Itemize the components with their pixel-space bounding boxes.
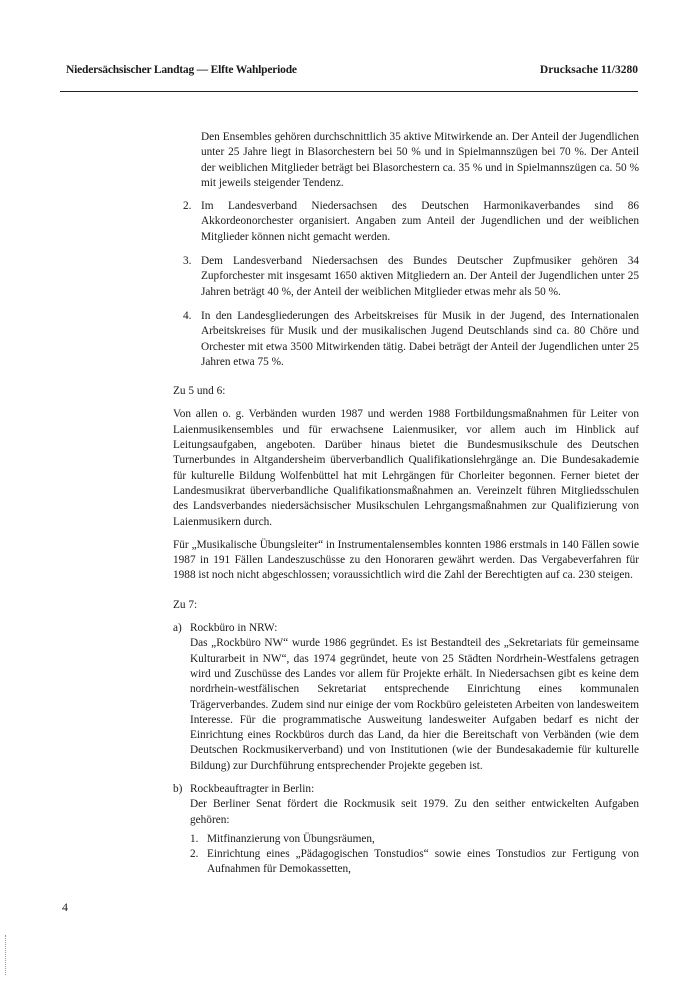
numbered-list xyxy=(173,199,639,370)
subsection-title: Rockbeauftragter in Berlin: xyxy=(190,782,315,795)
paragraph: Für „Musikalische Übungsleiter“ in Instrumentalensembles konnten 1986 erstmals in 140 Fällen sowie 1987 in 191 Fällen Landeszuschüsse zu den Honoraren gewährt werden. Das Vergabeverfahren für 1988 ist noch nicht abgeschlossen; voraussichtlich wird die Zahl der Berechtigten auf ca. 230 steigen. xyxy=(173,538,639,582)
page-number: 4 xyxy=(62,900,68,914)
header-title: Niedersächsischer Landtag — Elfte Wahlperiode xyxy=(66,64,297,76)
list-item xyxy=(190,832,639,847)
header-rule xyxy=(60,91,638,92)
page-header xyxy=(66,62,638,82)
list-item xyxy=(173,254,639,300)
list-item-text: Dem Landesverband Niedersachsen des Bundes Deutscher Zupfmusiker gehören 34 Zupforchester mit insgesamt 1650 aktiven Mitgliedern an. Der Anteil der Jugendlichen unter 25 Jahren beträgt 40 %, der Anteil der weiblichen Mitglieder etwas mehr als 50 %. xyxy=(201,255,639,298)
list-item-number: 1. xyxy=(190,832,199,845)
list-item xyxy=(173,309,639,370)
subsection-text: Das „Rockbüro NW“ wurde 1986 gegründet. Es ist Bestandteil des „Sekretariats für gemeinsame Kulturarbeit in NW“, das 1974 gegründet, heute von 25 Städten Nordrhein-Westfalens getragen wird und Zuschüsse des Landes vor allem für Projekte erhält. In Niedersachsen gibt es keine dem nordrhein-westfälischen Sekretariat entsprechende Einrichtung eines kommunalen Trägerverbandes. Zudem sind nur einige der vom Rockbüro geleisteten Arbeiten von landesweitem Interesse. Für die programmatische Ausweitung landesweiter Aufgaben bedarf es nicht der Einrichtung eines Rockbüros durch das Land, da hier die Bereitschaft von Verbänden (wie dem Deutschen Rockmusikerverband) und von Institutionen (wie der Bundesakademie für kulturelle Bildung) zur Durchführung entsprechender Projekte gegeben ist. xyxy=(190,637,639,772)
subsection-a xyxy=(173,621,639,774)
list-item-number: 3. xyxy=(183,255,192,268)
subsection-label: a) xyxy=(173,622,182,635)
intro-paragraph: Den Ensembles gehören durchschnittlich 35 aktive Mitwirkende an. Der Anteil der Jugendlichen unter 25 Jahre liegt in Blasorchestern bei 50 % und in Spielmannszügen bei 70 %. Der Anteil der weiblichen Mitglieder beträgt bei Blasorchestern ca. 35 % und in Spielmannszügen ca. 50 % mit jeweils steigender Tendenz. xyxy=(201,131,639,189)
document-body xyxy=(173,130,639,886)
subsection-text: Der Berliner Senat fördert die Rockmusik seit 1979. Zu den seither entwickelten Aufgaben gehören: xyxy=(190,798,639,826)
list-item-text: Mitfinanzierung von Übungsräumen, xyxy=(207,832,375,845)
section-heading-zu-5-6: Zu 5 und 6: xyxy=(173,385,226,398)
list-item-text: Einrichtung eines „Pädagogischen Tonstudios“ sowie eines Tonstudios zur Fertigung von Aufnahmen für Demokassetten, xyxy=(207,848,639,876)
scan-margin-marks xyxy=(5,935,8,975)
list-item-text: In den Landesgliederungen des Arbeitskreises für Musik in der Jugend, des Internationalen Arbeitskreises für Musik und der musikalischen Jugend Deutschlands sind ca. 80 Chöre und Orchester mit etwa 3500 Mitwirkenden tätig. Dabei beträgt der Anteil der Jugendlichen unter 25 Jahren etwa 75 %. xyxy=(201,309,639,368)
list-item-text: Im Landesverband Niedersachsen des Deutschen Harmonikaverbandes sind 86 Akkordeonorchester organisiert. Angaben zum Anteil der Jugendlichen und der weiblichen Mitglieder können nicht gemacht werden. xyxy=(201,200,639,243)
document-number: Drucksache 11/3280 xyxy=(539,64,638,76)
subsection-label: b) xyxy=(173,782,183,795)
section-heading-zu-7: Zu 7: xyxy=(173,598,198,611)
list-item-number: 4. xyxy=(183,309,192,322)
list-item-number: 2. xyxy=(190,848,199,861)
list-item xyxy=(173,199,639,245)
subsection-title: Rockbüro in NRW: xyxy=(190,622,278,635)
list-item xyxy=(190,847,639,878)
inner-numbered-list xyxy=(190,832,639,878)
list-item-number: 2. xyxy=(183,200,192,213)
paragraph: Von allen o. g. Verbänden wurden 1987 und werden 1988 Fortbildungsmaßnahmen für Leiter von Laienmusikensembles und für erwachsene Laienmusiker, vor allem auch im Hinblick auf Leitungsaufgaben, angeboten. Darüber hinaus bietet die Bundesmusikschule des Deutschen Turnerbundes in Altgandersheim überverbandlich Qualifikationslehrgänge an. Die Bundesakademie für kulturelle Bildung Wolfenbüttel hat mit Lehrgängen für Chorleiter begonnen. Ferner bietet der Landesmusikrat überverbandliche Qualifikationsmaßnahmen an. Vereinzelt führen Mitgliedsschulen des Landsverbandes niedersächsischer Musikschulen Lehrgangsmaßnahmen zur Qualifizierung von Laienmusikern durch. xyxy=(173,408,639,528)
subsection-b xyxy=(173,782,639,878)
